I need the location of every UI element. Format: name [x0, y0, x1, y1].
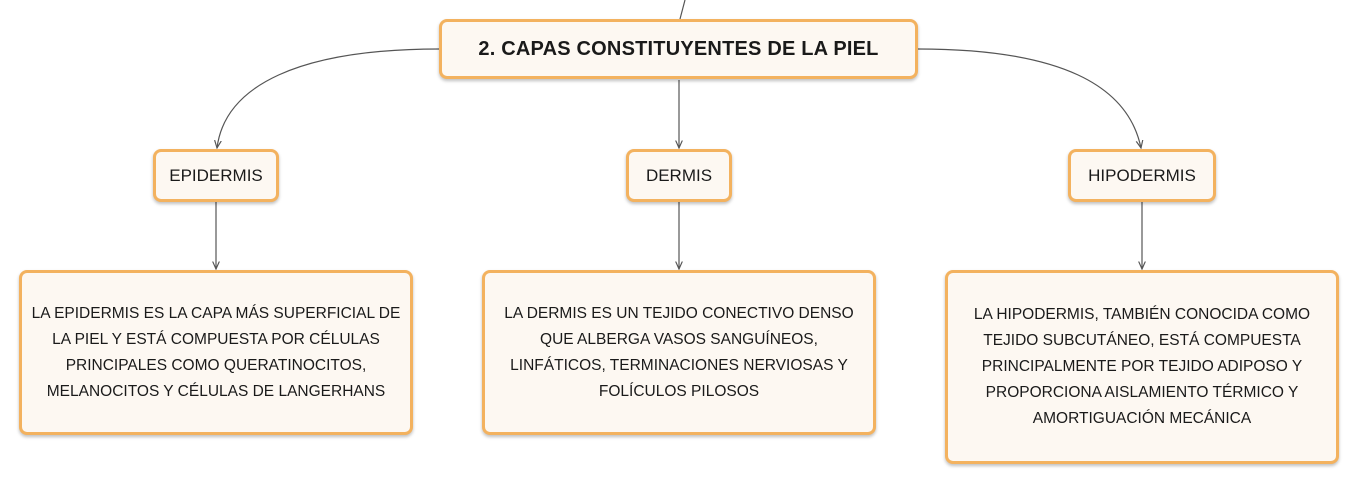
hipodermis-description: LA HIPODERMIS, TAMBIÉN CONOCIDA COMO TEJIDO SUBCUTÁNEO, ESTÁ COMPUESTA PRINCIPALMENTE POR TEJIDO ADIPOSO Y PROPORCIONA AISLAMIENTO TÉRMICO Y AMORTIGUACIÓN MECÁNICA — [973, 306, 1311, 427]
connector-title-epidermis — [217, 49, 439, 148]
hipodermis-label: HIPODERMIS — [1088, 165, 1196, 185]
dermis-description: LA DERMIS ES UN TEJIDO CONECTIVO DENSO QUE ALBERGA VASOS SANGUÍNEOS, LINFÁTICOS, TERMINACIONES NERVIOSAS Y FOLÍCULOS PILOSOS — [504, 304, 854, 400]
dermis-description-node[interactable] — [482, 270, 876, 435]
hipodermis-node[interactable] — [1068, 149, 1216, 202]
epidermis-description-node[interactable] — [19, 270, 413, 435]
connector-title-hipodermis — [918, 49, 1141, 148]
epidermis-label: EPIDERMIS — [169, 165, 263, 185]
dermis-label: DERMIS — [645, 165, 713, 185]
connector-incoming — [680, 0, 685, 19]
title-text: 2. CAPAS CONSTITUYENTES DE LA PIEL — [478, 37, 879, 60]
epidermis-node[interactable] — [153, 149, 279, 202]
epidermis-description: LA EPIDERMIS ES LA CAPA MÁS SUPERFICIAL DE LA PIEL Y ESTÁ COMPUESTA POR CÉLULAS PRINCIPALES COMO QUERATINOCITOS, MELANOCITOS Y CÉLULAS DE LANGERHANS — [31, 304, 401, 400]
dermis-node[interactable] — [626, 149, 732, 202]
title-node[interactable] — [439, 19, 918, 79]
hipodermis-description-node[interactable] — [945, 270, 1339, 464]
